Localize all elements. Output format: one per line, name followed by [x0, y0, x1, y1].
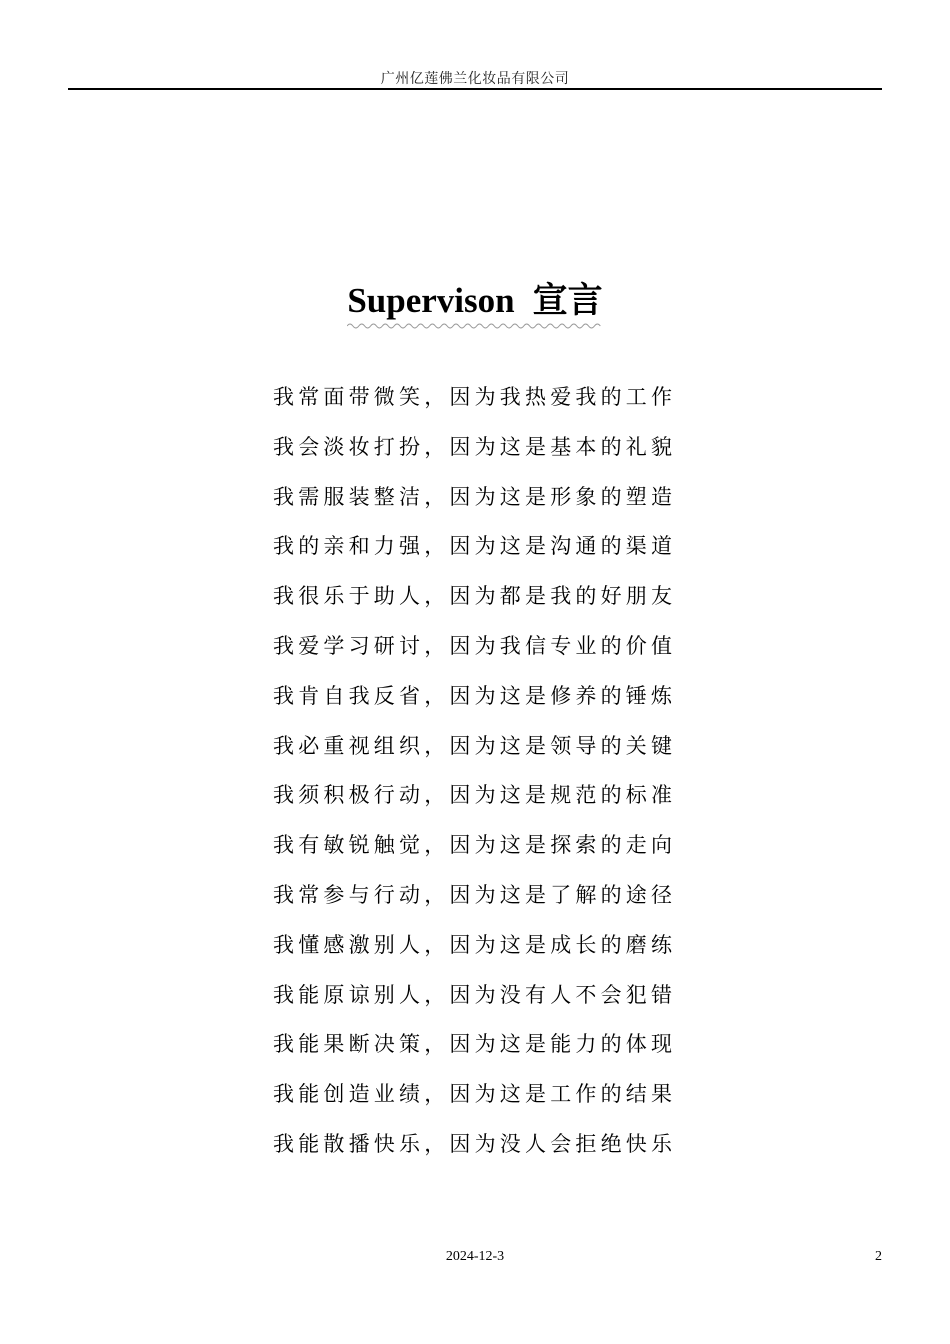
declaration-line: 我常参与行动，因为这是了解的途径: [273, 882, 677, 907]
declaration-list: [273, 382, 693, 1179]
page-number: 2: [875, 1249, 882, 1264]
declaration-line: 我必重视组织，因为这是领导的关键: [273, 733, 677, 758]
declaration-line: 我的亲和力强，因为这是沟通的渠道: [273, 534, 677, 559]
title-latin: Supervison: [347, 281, 515, 320]
declaration-line: 我能果断决策，因为这是能力的体现: [273, 1032, 677, 1057]
declaration-line: 我能创造业绩，因为这是工作的结果: [273, 1082, 677, 1107]
footer-date: 2024-12-3: [445, 1249, 505, 1264]
declaration-line: 我常面带微笑，因为我热爱我的工作: [273, 385, 677, 409]
declaration-line: 我会淡妆打扮，因为这是基本的礼貌: [273, 434, 677, 459]
declaration-line: 我能原谅别人，因为没有人不会犯错: [273, 982, 677, 1007]
title-text: [347, 278, 602, 328]
declaration-line: 我很乐于助人，因为都是我的好朋友: [273, 584, 677, 609]
declaration-line: 我须积极行动，因为这是规范的标准: [273, 783, 677, 808]
declaration-line: 我有敏锐触觉，因为这是探索的走向: [273, 833, 677, 858]
declaration-line: 我爱学习研讨，因为我信专业的价值: [273, 633, 677, 658]
page-header-company: 广州亿莲佛兰化妆品有限公司: [380, 71, 570, 87]
declaration-line: 我懂感激别人，因为这是成长的磨练: [273, 932, 677, 957]
title-cjk: 宣言: [532, 281, 603, 321]
declaration-line: 我能散播快乐，因为没人会拒绝快乐: [273, 1131, 677, 1156]
declaration-line: 我肯自我反省，因为这是修养的锤炼: [273, 683, 677, 708]
header-divider: [68, 88, 882, 90]
document-title: [0, 278, 950, 328]
declaration-line: 我需服装整洁，因为这是形象的塑造: [273, 484, 677, 509]
spellcheck-squiggle: [347, 322, 602, 330]
